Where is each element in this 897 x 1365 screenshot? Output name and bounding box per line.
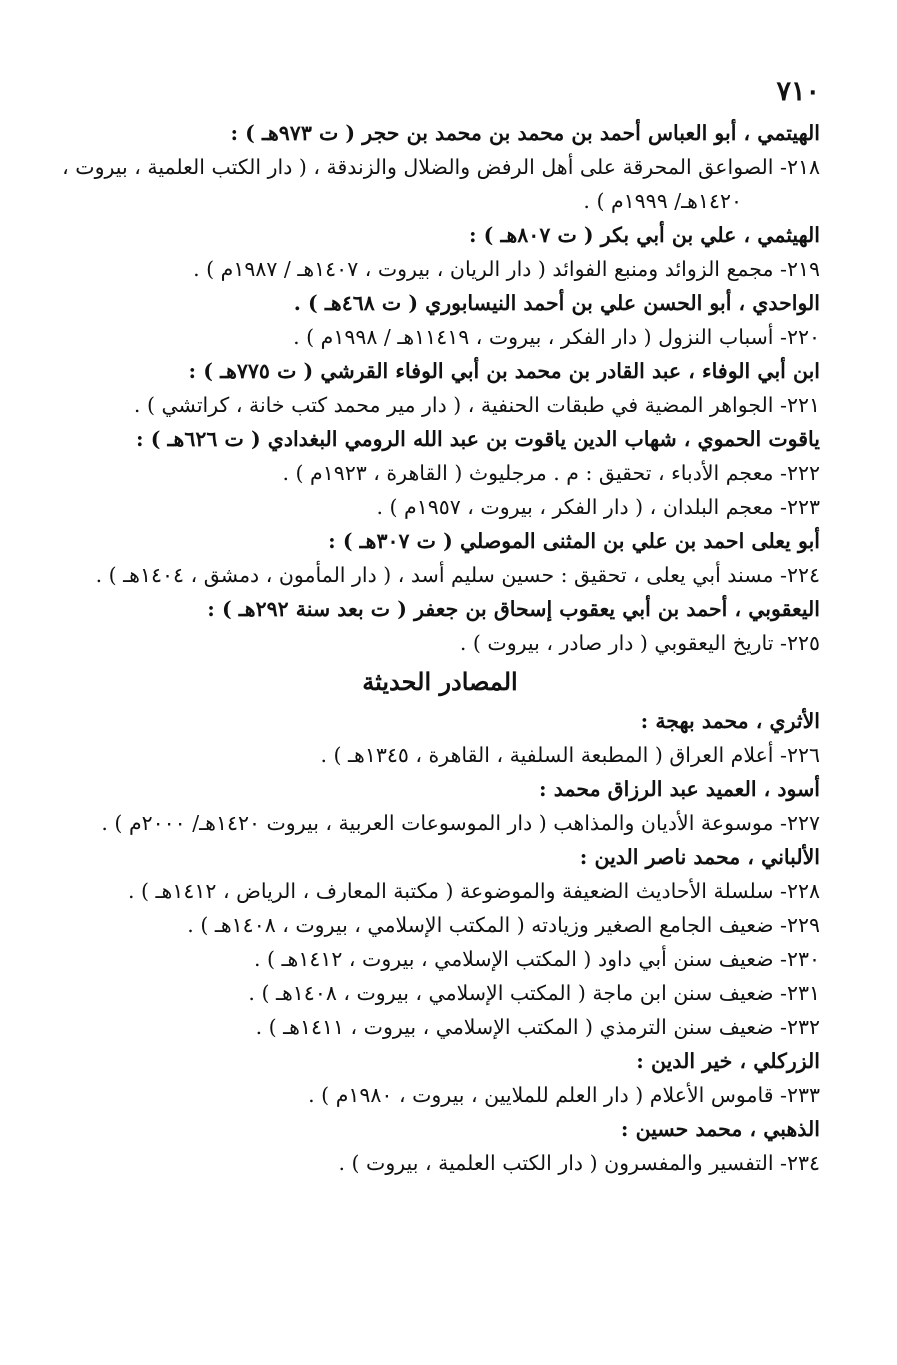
bibliography-entry: ٢٢٧- موسوعة الأديان والمذاهب ( دار الموسوعات العربية ، بيروت ١٤٢٠هـ/ ٢٠٠٠م ) . [101, 811, 820, 835]
bibliography-entry: ٢٢٣- معجم البلدان ، ( دار الفكر ، بيروت ، ١٩٥٧م ) . [376, 495, 820, 519]
bibliography-entry: ٢٢٥- تاريخ اليعقوبي ( دار صادر ، بيروت ) . [459, 631, 820, 655]
bibliography-entry: ٢٢٤- مسند أبي يعلى ، تحقيق : حسين سليم أسد ، ( دار المأمون ، دمشق ، ١٤٠٤هـ ) . [95, 563, 820, 587]
page-number: ٧١٠ [776, 76, 820, 107]
bibliography-list [60, 116, 820, 1180]
author-heading: ابن أبي الوفاء ، عبد القادر بن محمد بن أبي الوفاء القرشي ( ت ٧٧٥هـ ) : [188, 359, 820, 383]
author-heading: أسود ، العميد عبد الرزاق محمد : [539, 777, 820, 801]
bibliography-entry: ٢٢٨- سلسلة الأحاديث الضعيفة والموضوعة ( مكتبة المعارف ، الرياض ، ١٤١٢هـ ) . [128, 879, 820, 903]
bibliography-entry: ٢٢٩- ضعيف الجامع الصغير وزيادته ( المكتب الإسلامي ، بيروت ، ١٤٠٨هـ ) . [187, 913, 820, 937]
bibliography-entry: ٢٢٢- معجم الأدباء ، تحقيق : م . مرجليوث ( القاهرة ، ١٩٢٣م ) . [282, 461, 820, 485]
author-heading: الأثري ، محمد بهجة : [640, 709, 820, 733]
bibliography-entry: ٢٢٦- أعلام العراق ( المطبعة السلفية ، القاهرة ، ١٣٤٥هـ ) . [320, 743, 820, 767]
bibliography-entry: ٢٢٠- أسباب النزول ( دار الفكر ، بيروت ، ١١٤١٩هـ / ١٩٩٨م ) . [293, 325, 820, 349]
author-heading: اليعقوبي ، أحمد بن أبي يعقوب إسحاق بن جعفر ( ت بعد سنة ٢٩٢هـ ) : [207, 597, 820, 621]
bibliography-entry: ٢٣٢- ضعيف سنن الترمذي ( المكتب الإسلامي ، بيروت ، ١٤١١هـ ) . [255, 1015, 820, 1039]
entry-continuation: ١٤٢٠هـ/ ١٩٩٩م ) . [583, 189, 742, 213]
bibliography-entry: ٢٣٠- ضعيف سنن أبي داود ( المكتب الإسلامي ، بيروت ، ١٤١٢هـ ) . [253, 947, 820, 971]
bibliography-entry: ٢٣٣- قاموس الأعلام ( دار العلم للملايين ، بيروت ، ١٩٨٠م ) . [308, 1083, 820, 1107]
author-heading: الهيثمي ، علي بن أبي بكر ( ت ٨٠٧هـ ) : [468, 223, 820, 247]
author-heading: أبو يعلى احمد بن علي بن المثنى الموصلي ( ت ٣٠٧هـ ) : [328, 529, 820, 553]
author-heading: الألباني ، محمد ناصر الدين : [579, 845, 820, 869]
bibliography-entry: ٢٢١- الجواهر المضية في طبقات الحنفية ، ( دار مير محمد كتب خانة ، كراتشي ) . [133, 393, 820, 417]
bibliography-entry: ٢١٩- مجمع الزوائد ومنبع الفوائد ( دار الريان ، بيروت ، ١٤٠٧هـ / ١٩٨٧م ) . [193, 257, 820, 281]
author-heading: الزركلي ، خير الدين : [636, 1049, 820, 1073]
bibliography-entry: ٢٣٤- التفسير والمفسرون ( دار الكتب العلمية ، بيروت ) . [338, 1151, 820, 1175]
section-heading: المصادر الحديثة [362, 667, 518, 696]
bibliography-entry: ٢١٨- الصواعق المحرقة على أهل الرفض والضلال والزندقة ، ( دار الكتب العلمية ، بيروت ، [62, 155, 820, 179]
bibliography-entry: ٢٣١- ضعيف سنن ابن ماجة ( المكتب الإسلامي ، بيروت ، ١٤٠٨هـ ) . [248, 981, 820, 1005]
author-heading: الهيتمي ، أبو العباس أحمد بن محمد بن محمد بن حجر ( ت ٩٧٣هـ ) : [230, 121, 820, 145]
author-heading: الواحدي ، أبو الحسن علي بن أحمد النيسابوري ( ت ٤٦٨هـ ) . [293, 291, 820, 315]
author-heading: الذهبي ، محمد حسين : [620, 1117, 820, 1141]
author-heading: ياقوت الحموي ، شهاب الدين ياقوت بن عبد الله الرومي البغدادي ( ت ٦٢٦هـ ) : [135, 427, 820, 451]
